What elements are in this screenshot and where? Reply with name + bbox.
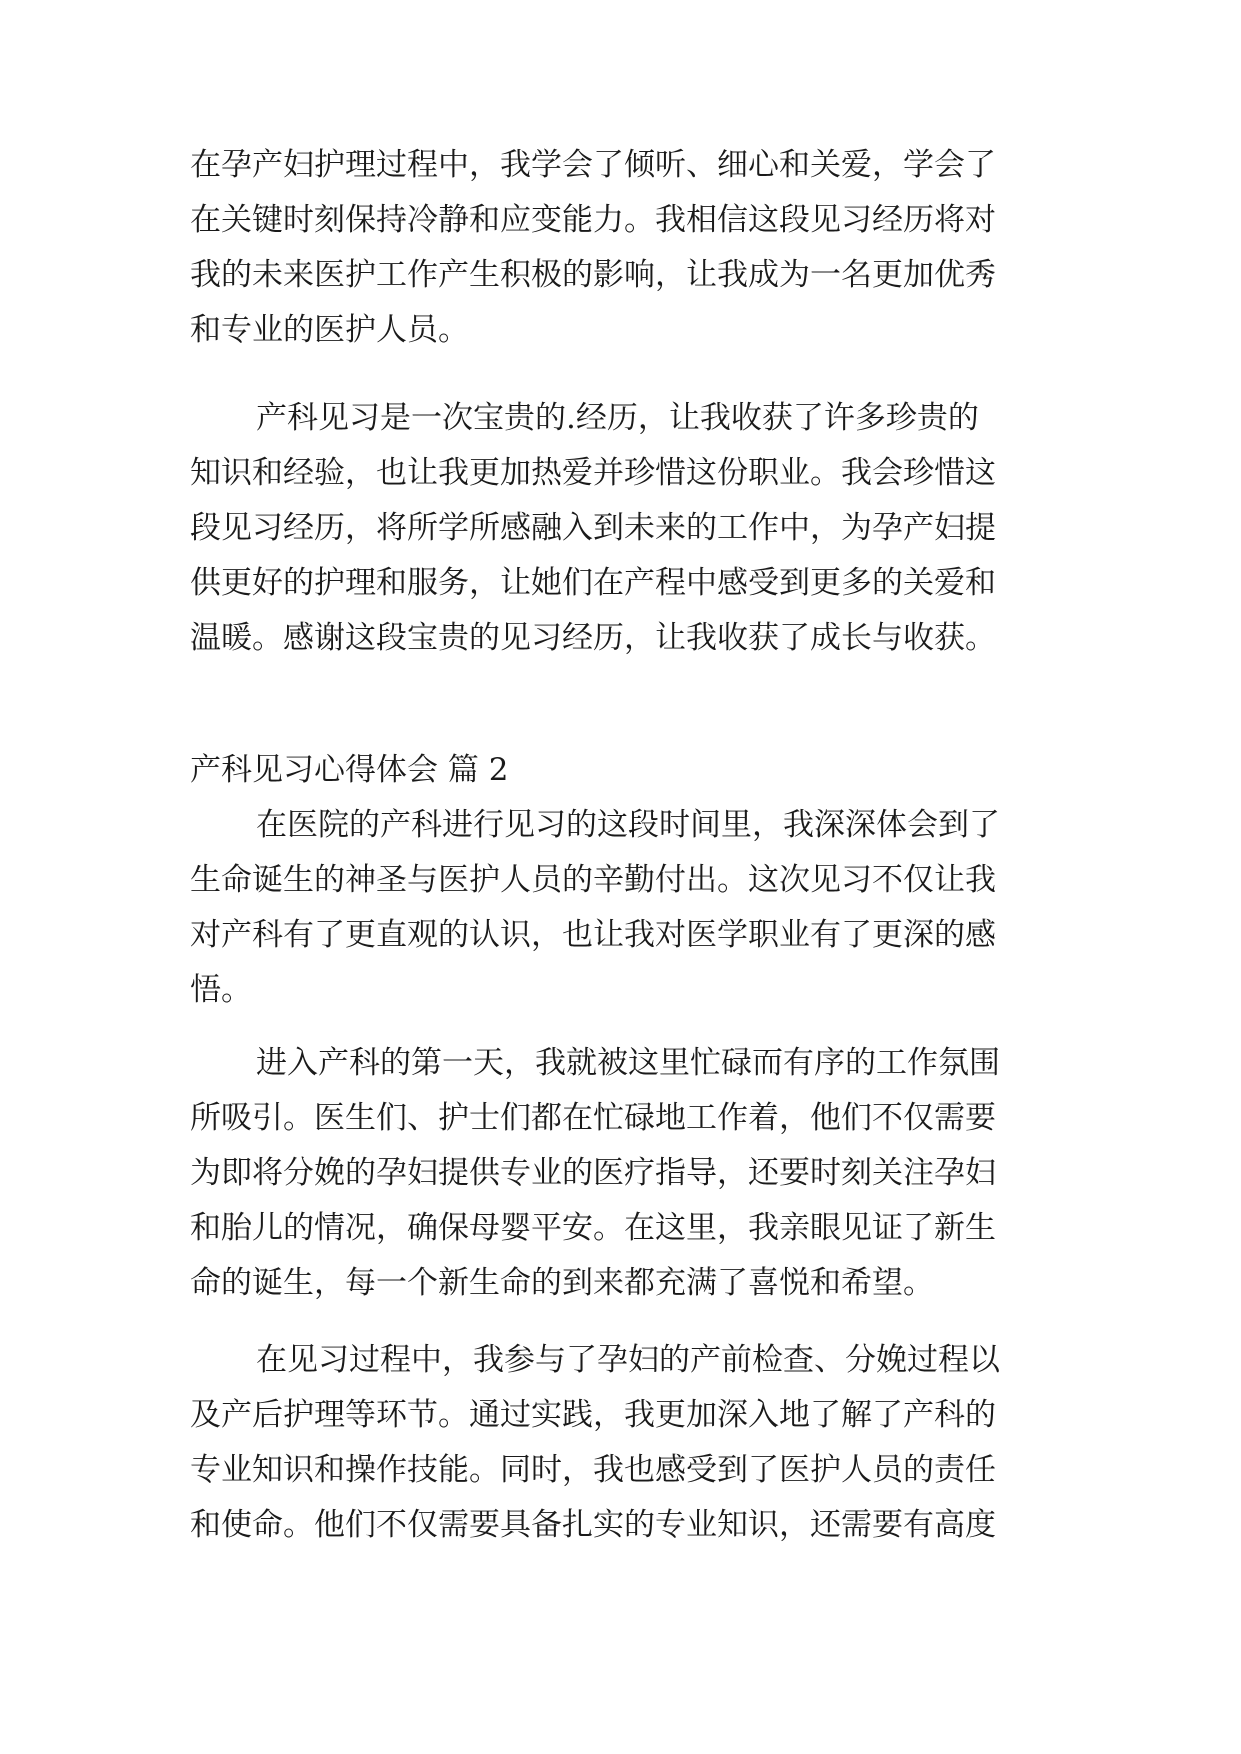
text-line: 及产后护理等环节。通过实践，我更加深入地了解了产科的 [190,1397,996,1433]
text-line: 和专业的医护人员。 [190,312,469,348]
text-line: 在关键时刻保持冷静和应变能力。我相信这段见习经历将对 [190,202,996,238]
text-line: 为即将分娩的孕妇提供专业的医疗指导，还要时刻关注孕妇 [190,1155,996,1191]
text-line: 我的未来医护工作产生积极的影响，让我成为一名更加优秀 [190,257,996,293]
text-line: 所吸引。医生们、护士们都在忙碌地工作着，他们不仅需要 [190,1100,996,1136]
text-line: 在医院的产科进行见习的这段时间里，我深深体会到了 [256,807,1000,843]
text-line: 在见习过程中，我参与了孕妇的产前检查、分娩过程以 [256,1342,1000,1378]
text-line: 温暖。感谢这段宝贵的见习经历，让我收获了成长与收获。 [190,620,996,656]
text-line: 和胎儿的情况，确保母婴平安。在这里，我亲眼见证了新生 [190,1210,996,1246]
text-line: 命的诞生，每一个新生命的到来都充满了喜悦和希望。 [190,1265,934,1301]
text-line: 对产科有了更直观的认识，也让我对医学职业有了更深的感 [190,917,996,953]
text-line: 和使命。他们不仅需要具备扎实的专业知识，还需要有高度 [190,1507,996,1543]
text-line: 供更好的护理和服务，让她们在产程中感受到更多的关爱和 [190,565,996,601]
text-line: 段见习经历，将所学所感融入到未来的工作中，为孕产妇提 [190,510,996,546]
text-line: 生命诞生的神圣与医护人员的辛勤付出。这次见习不仅让我 [190,862,996,898]
text-line: 专业知识和操作技能。同时，我也感受到了医护人员的责任 [190,1452,996,1488]
text-line: 产科见习是一次宝贵的.经历，让我收获了许多珍贵的 [256,400,979,436]
text-line: 知识和经验，也让我更加热爱并珍惜这份职业。我会珍惜这 [190,455,996,491]
text-line: 悟。 [190,972,252,1008]
text-line: 在孕产妇护理过程中，我学会了倾听、细心和关爱，学会了 [190,147,996,183]
text-line: 进入产科的第一天，我就被这里忙碌而有序的工作氛围 [256,1045,1000,1081]
section-heading: 产科见习心得体会 篇 2 [190,752,509,788]
